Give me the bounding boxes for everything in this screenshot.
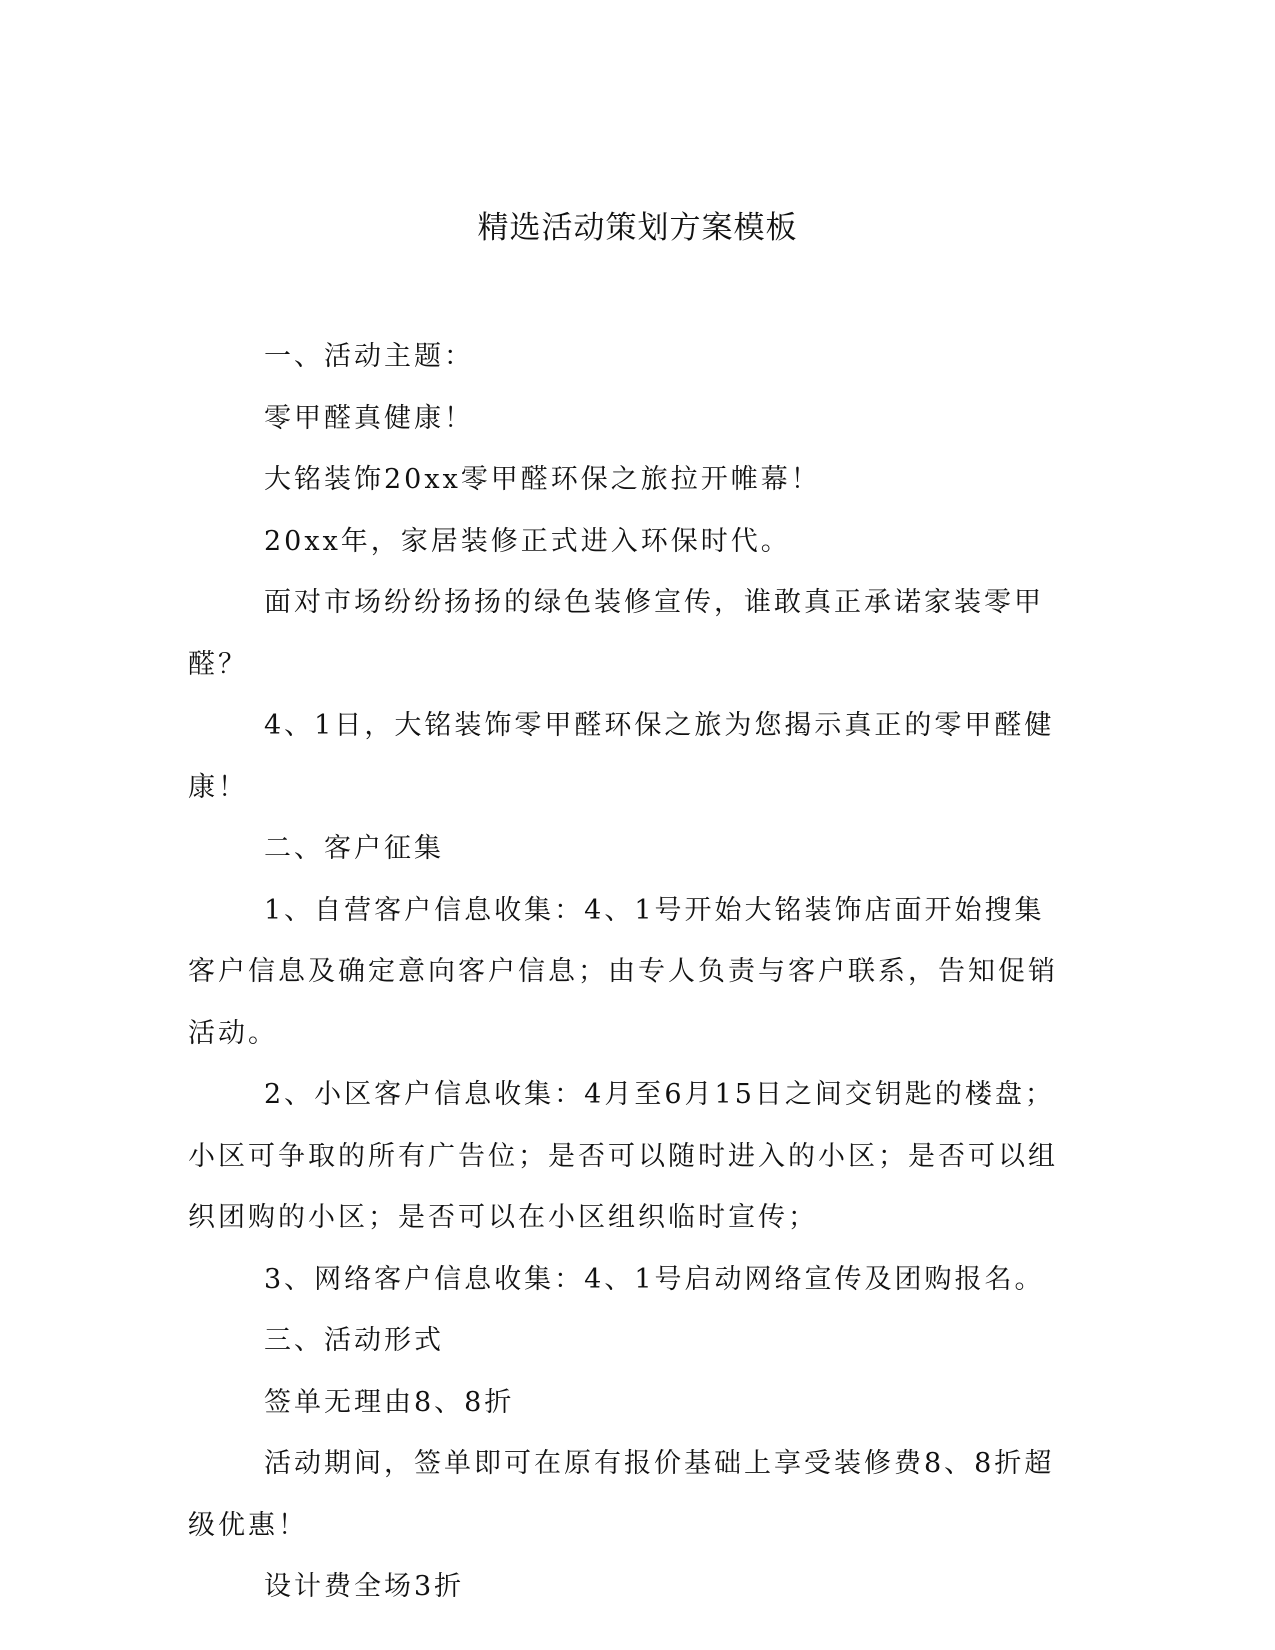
- paragraph-own-customers: 1、自营客户信息收集：4、1号开始大铭装饰店面开始搜集客户信息及确定意向客户信息；由专人负责与客户联系，告知促销活动。: [188, 894, 1058, 1049]
- document-title: 精选活动策划方案模板: [477, 210, 798, 246]
- paragraph-reveal: 4、1日，大铭装饰零甲醛环保之旅为您揭示真正的零甲醛健康！: [188, 710, 1055, 803]
- paragraph-activity-theme-heading: 一、活动主题：: [264, 341, 474, 372]
- document-body: [188, 326, 1068, 1618]
- paragraph-discount: 签单无理由8、8折: [264, 1386, 515, 1418]
- paragraph-question: 面对市场纷纷扬扬的绿色装修宣传，谁敢真正承诺家装零甲醛？: [188, 587, 1044, 680]
- paragraph-era: 20xx年，家居装修正式进入环保时代。: [264, 525, 791, 557]
- paragraph-customer-collection-heading: 二、客户征集: [264, 833, 444, 864]
- paragraph-online-customers: 3、网络客户信息收集：4、1号启动网络宣传及团购报名。: [264, 1263, 1045, 1295]
- paragraph-discount-detail: 活动期间，签单即可在原有报价基础上享受装修费8、8折超级优惠！: [188, 1448, 1055, 1541]
- paragraph-design-fee: 设计费全场3折: [264, 1571, 465, 1602]
- paragraph-slogan: 零甲醛真健康！: [264, 402, 474, 434]
- paragraph-launch: 大铭装饰20xx零甲醛环保之旅拉开帷幕！: [264, 464, 821, 495]
- paragraph-activity-format-heading: 三、活动形式: [264, 1325, 444, 1356]
- paragraph-community-customers: 2、小区客户信息收集：4月至6月15日之间交钥匙的楼盘；小区可争取的所有广告位；是否可以随时进入的小区；是否可以组织团购的小区；是否可以在小区组织临时宣传；: [188, 1079, 1058, 1233]
